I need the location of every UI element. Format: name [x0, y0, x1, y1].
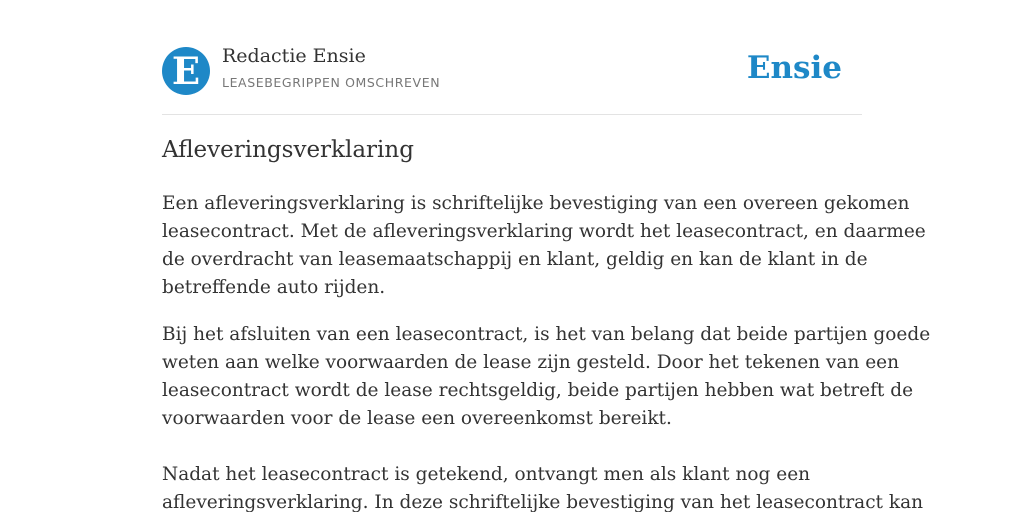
article-header — [162, 0, 862, 115]
paragraph-line: betreffende auto rijden. — [162, 277, 386, 298]
author-subtitle: LEASEBEGRIPPEN OMSCHREVEN — [222, 75, 441, 90]
article-paragraph — [162, 461, 924, 512]
paragraph-line: leasecontract wordt de lease rechtsgeldig, beide partijen hebben wat betreft de — [162, 380, 914, 401]
ensie-logo[interactable]: Ensie — [746, 50, 842, 86]
article-container — [162, 0, 931, 512]
paragraph-line: leasecontract. Met de afleveringsverklaring wordt het leasecontract, en daarmee — [162, 221, 926, 242]
paragraph-line: Een afleveringsverklaring is schriftelijke bevestiging van een overeen gekomen — [162, 193, 910, 214]
paragraph-line: weten aan welke voorwaarden de lease zijn gesteld. Door het tekenen van een — [162, 352, 900, 373]
article-paragraph — [162, 190, 926, 302]
article-paragraph — [162, 321, 931, 433]
article-title: Afleveringsverklaring — [162, 137, 414, 163]
paragraph-line: Nadat het leasecontract is getekend, ontvangt men als klant nog een — [162, 464, 811, 485]
paragraph-line: Bij het afsluiten van een leasecontract, is het van belang dat beide partijen goede — [162, 324, 931, 345]
author-name[interactable]: Redactie Ensie — [222, 45, 366, 67]
author-avatar[interactable]: E — [162, 47, 210, 95]
paragraph-line: voorwaarden voor de lease een overeenkomst bereikt. — [162, 408, 672, 429]
paragraph-line: de overdracht van leasemaatschappij en klant, geldig en kan de klant in de — [162, 249, 868, 270]
paragraph-line: afleveringsverklaring. In deze schriftelijke bevestiging van het leasecontract kan — [162, 492, 924, 512]
